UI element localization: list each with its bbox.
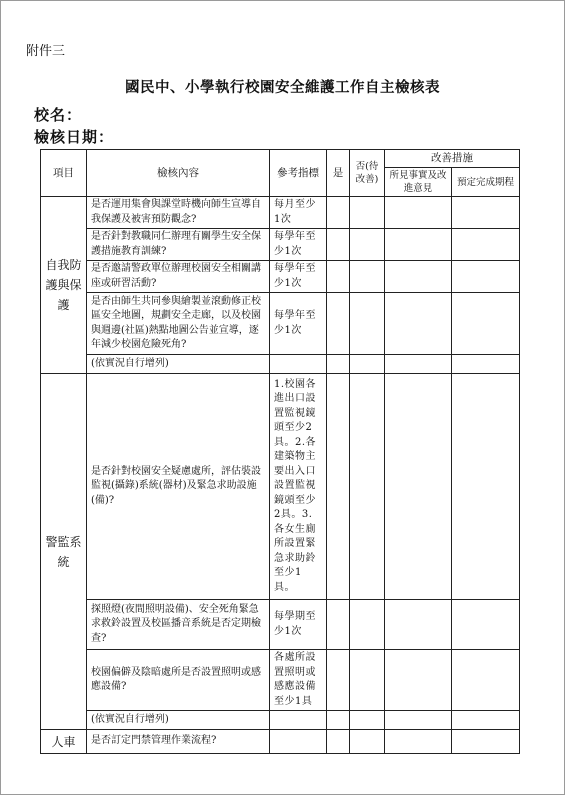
deadline-cell[interactable] (452, 355, 520, 374)
deadline-cell[interactable] (452, 711, 520, 730)
page-title: 國民中、小學執行校園安全維護工作自主檢核表 (125, 79, 440, 96)
yes-cell[interactable] (327, 229, 350, 261)
facts-cell[interactable] (385, 374, 452, 600)
no-cell[interactable] (350, 229, 385, 261)
content-cell: 是否由師生共同參與繪製並滾動修正校區安全地圖，規劃安全走廊，以及校園與週邊(社區)熱點地圖公告並宣導，逐年減少校園危險死角? (87, 293, 270, 355)
indicator-cell: 每學期至少1次 (270, 600, 327, 650)
yes-cell[interactable] (327, 293, 350, 355)
header-facts: 所見事實及改進意見 (385, 168, 452, 197)
yes-cell[interactable] (327, 730, 350, 754)
school-name-label: 校名： (34, 106, 83, 124)
table-row (41, 374, 520, 600)
table-header-row (41, 150, 520, 168)
indicator-cell: 每月至少1次 (270, 197, 327, 229)
no-cell[interactable] (350, 293, 385, 355)
no-cell[interactable] (350, 355, 385, 374)
facts-cell[interactable] (385, 355, 452, 374)
deadline-cell[interactable] (452, 261, 520, 293)
no-cell[interactable] (350, 374, 385, 600)
no-cell[interactable] (350, 197, 385, 229)
yes-cell[interactable] (327, 355, 350, 374)
facts-cell[interactable] (385, 711, 452, 730)
indicator-cell: 各處所設置照明或感應設備至少1具 (270, 650, 327, 711)
yes-cell[interactable] (327, 600, 350, 650)
no-cell[interactable] (350, 261, 385, 293)
content-cell: 是否針對教職同仁辦理有關學生安全保護措施教育訓練? (87, 229, 270, 261)
deadline-cell[interactable] (452, 374, 520, 600)
category-cell: 人車 (41, 730, 87, 754)
indicator-cell: 每學年至少1次 (270, 229, 327, 261)
yes-cell[interactable] (327, 711, 350, 730)
facts-cell[interactable] (385, 229, 452, 261)
facts-cell[interactable] (385, 730, 452, 754)
indicator-cell (270, 711, 327, 730)
table-row (41, 261, 520, 293)
category-cell: 自我防護與保護 (41, 197, 87, 374)
deadline-cell[interactable] (452, 600, 520, 650)
indicator-cell: 每學年至少1次 (270, 293, 327, 355)
table-row (41, 600, 520, 650)
check-date-label: 檢核日期： (34, 128, 115, 146)
content-cell: 是否運用集會與課堂時機向師生宣導自我保護及被害預防觀念? (87, 197, 270, 229)
content-cell: 探照燈(夜間照明設備)、安全死角緊急求救鈴設置及校區播音系統是否定期檢查? (87, 600, 270, 650)
table-row (41, 197, 520, 229)
annex-label: 附件三 (26, 44, 66, 59)
indicator-cell (270, 730, 327, 754)
no-cell[interactable] (350, 711, 385, 730)
deadline-cell[interactable] (452, 293, 520, 355)
content-cell: 校園偏僻及陰暗處所是否設置照明或感應設備? (87, 650, 270, 711)
deadline-cell[interactable] (452, 730, 520, 754)
indicator-cell (270, 355, 327, 374)
indicator-cell: 1.校園各進出口設置監視鏡頭至少2具。2.各建築物主要出入口設置監視鏡頭至少2具。3.各女生廁所設置緊急求助鈴至少1具。 (270, 374, 327, 600)
no-cell[interactable] (350, 600, 385, 650)
header-deadline: 預定完成期程 (452, 168, 520, 197)
facts-cell[interactable] (385, 197, 452, 229)
header-yes: 是 (327, 150, 350, 197)
self-check-table (40, 149, 520, 754)
yes-cell[interactable] (327, 650, 350, 711)
facts-cell[interactable] (385, 261, 452, 293)
content-cell: 是否訂定門禁管理作業流程? (87, 730, 270, 754)
indicator-cell: 每學年至少1次 (270, 261, 327, 293)
yes-cell[interactable] (327, 197, 350, 229)
facts-cell[interactable] (385, 600, 452, 650)
header-category: 項目 (41, 150, 87, 197)
yes-cell[interactable] (327, 261, 350, 293)
table-row (41, 293, 520, 355)
header-improve: 改善措施 (385, 150, 520, 168)
table-row (41, 711, 520, 730)
add-row-note: (依實況自行增列) (87, 355, 270, 374)
add-row-note: (依實況自行增列) (87, 711, 270, 730)
table-row (41, 650, 520, 711)
deadline-cell[interactable] (452, 650, 520, 711)
table-row (41, 355, 520, 374)
content-cell: 是否針對校園安全疑慮處所，評估裝設監視(攝錄)系統(器材)及緊急求助設施(備)? (87, 374, 270, 600)
table-row (41, 730, 520, 754)
header-indicator: 參考指標 (270, 150, 327, 197)
no-cell[interactable] (350, 730, 385, 754)
deadline-cell[interactable] (452, 197, 520, 229)
facts-cell[interactable] (385, 650, 452, 711)
category-cell: 警監系統 (41, 374, 87, 730)
yes-cell[interactable] (327, 374, 350, 600)
header-content: 檢核內容 (87, 150, 270, 197)
content-cell: 是否邀請警政單位辦理校園安全相關講座或研習活動? (87, 261, 270, 293)
deadline-cell[interactable] (452, 229, 520, 261)
no-cell[interactable] (350, 650, 385, 711)
header-no: 否(待改善) (350, 150, 385, 197)
facts-cell[interactable] (385, 293, 452, 355)
table-row (41, 229, 520, 261)
